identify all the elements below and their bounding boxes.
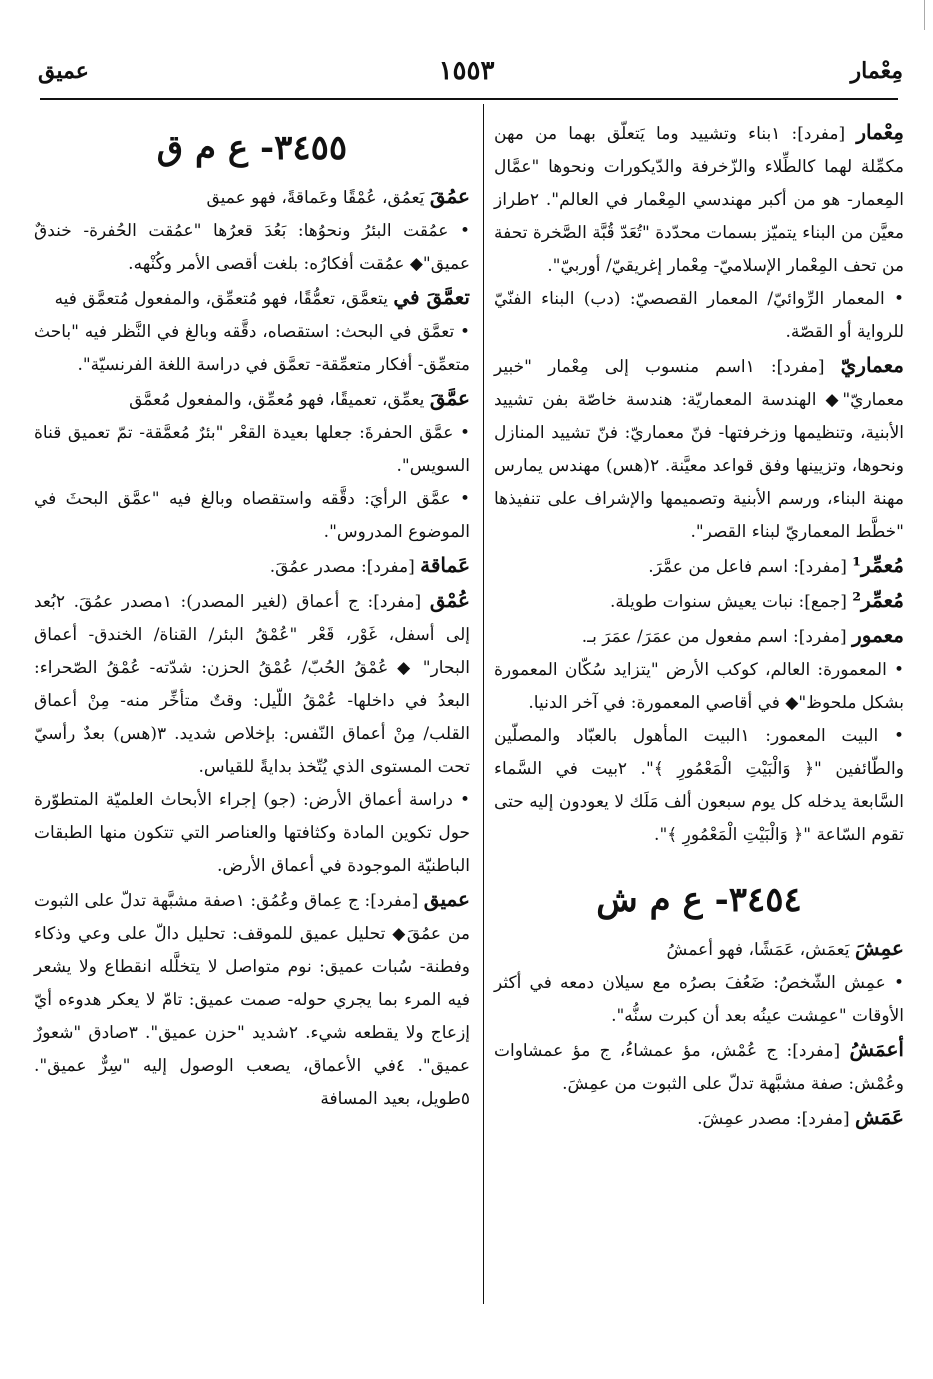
sub-entry: • عمَّق الحفرةَ: جعلها بعيدة القعْر "بئرٌ مُعمَّقة- تمّ تعميق قناة السويس". xyxy=(34,423,470,476)
entry-amiq xyxy=(34,883,470,1116)
definition: يَعمَش، عَمَشًا، فهو أعمشُ xyxy=(666,940,855,960)
sub-entry: • عمُقت البئرُ ونحوُها: بَعُدَ قعرُها "عمُقت الحُفرة- خندقٌ عميق"◆ عمُقت أفكارُه: بلغت أقصى الأمر وكُنْهه. xyxy=(34,221,470,274)
entry-amuqa xyxy=(34,180,470,215)
definition: يَعمُق، عُمْقًا وعَماقةً، فهو عميق xyxy=(206,188,430,208)
definition: [مفرد]: ج عُمْش، مؤ عمشاءُ، ج مؤ عمشاوات وعُمْش: صفة مشبَّهة تدلّ على الثبوت من عمِشَ. xyxy=(494,1041,904,1094)
sub-entry: • البيت المعمور: ١البيت المأهول بالعبّاد والمصلّين والطّائفين "﴿ وَالْبَيْتِ الْمَعْمُورِ ﴾". ٢بيت في السَّماء السَّابعة يدخله كل يوم سبعون ألف مَلَك لا يعودون إليه حتى تقوم السّاعة "﴿ وَالْبَيْتِ الْمَعْمُورِ ﴾". xyxy=(494,726,904,845)
headword: عمِشَ xyxy=(855,936,904,960)
entry-amaqa xyxy=(34,549,470,584)
header-first-word: مِعْمار xyxy=(850,58,903,84)
headword: عميق xyxy=(423,887,470,911)
column-divider xyxy=(483,104,484,1304)
entry-muammir-2 xyxy=(494,584,904,619)
headword: عُمْق xyxy=(429,588,470,612)
entry-muammir-1 xyxy=(494,549,904,584)
definition: يتعمَّق، تعمُّقًا، فهو مُتعمِّق، والمفعول مُتعمَّق فيه xyxy=(54,289,394,309)
sub-entry: • عمِش الشّخصُ: ضَعُفَ بصرُه مع سيلان دمعه في أكثر الأوقات "عمِشت عينُه بعد أن كبرت سنُّه". xyxy=(494,973,904,1026)
header-last-word: عميق xyxy=(38,58,89,84)
definition: [مفرد]: اسم فاعل من عمَّرَ. xyxy=(648,557,853,577)
headword: مُعمِّر¹ xyxy=(852,553,904,577)
sub-entry: • دراسة أعماق الأرض: (جو) إجراء الأبحاث العلميّة المتطوّرة حول تكوين المادة وكثافتها والعناصر التي تتكون منها الطبقات الباطنيّة الموجودة في أعماق الأرض. xyxy=(34,790,470,876)
definition: [مفرد]: ج أعماق (لغير المصدر): ١مصدر عمُقَ. ٢بُعد إلى أسفل، غَوْر، قَعْر "عُمْقُ البئر/ القناة/ الخندق- أعماق البحار" ◆ عُمْقُ الحُبّ/ عُمْقُ الحزن: شدّته- عُمْقُ الصّحراء: البعدُ في داخلها- عُمْقُ اللّيل: وقتٌ متأخِّر منه- مِنْ أعماق القلب/ مِنْ أعماق النّفس: بإخلاص شديد. ٣(هس) بعدٌ رأسيّ تحت المستوى الذي يُتّخذ بدايةً للقياس. xyxy=(34,592,470,777)
entry-mimar xyxy=(494,116,904,283)
sub-entry: • المعمار الرِّوائيّ/ المعمار القصصيّ: (دب) البناء الفنّيّ للرواية أو القصّة. xyxy=(494,289,904,342)
headword: عمَّقَ xyxy=(429,386,470,410)
entry-mamur xyxy=(494,619,904,654)
definition: [مفرد]: ١بناء وتشييد وما يَتعلّق بهما من مهن مكمِّلة لهما كالطِّلاء والزّخرفة والدّيكورات ونحوها "عمَّال المِعمار- هو من أكبر مهندسي المِعْمار في العالم". ٢طراز معيَّن من البناء يتميّز بسمات محدّدة "تُعَدّ قُبَّة الصَّخرة تحفة من تحف المِعْمار الإسلاميّ- مِعْمار إغريقيّ/ أوربيّ". xyxy=(494,124,904,276)
sub-entry: • تعمَّق في البحث: استقصاه، دقَّقه وبالغ في النَّظر فيه "باحث متعمِّق- أفكار متعمِّقة- تعمَّق في دراسة اللغة الفرنسيّة". xyxy=(34,322,470,375)
entry-mimari xyxy=(494,349,904,549)
left-column xyxy=(34,116,470,1116)
definition: [مفرد]: مصدر عمِشَ. xyxy=(697,1109,855,1129)
entry-umq xyxy=(34,584,470,784)
definition: [مفرد]: ١اسم منسوب إلى مِعْمار "خبير معماريّ"◆ الهندسة المعماريّة: هندسة خاصّة بفن تشييد الأبنية، وتنظيمها وزخرفتها- فنّ معماريّ: فنّ تشييد المنازل ونحوها، وتزيينها وفق قواعد معيَّنة. ٢(هس) مهندس يمارس مهنة البناء، ورسم الأبنية وتصميمها والإشراف على تنفيذها "خطَّط المعماريّ لبناء القصر". xyxy=(494,357,904,542)
sub-entry: • عمَّق الرأيَ: دقَّقه واستقصاه وبالغ فيه "عمَّق البحثَ في الموضوع المدروس". xyxy=(34,489,470,542)
headword: أعمَشُ xyxy=(849,1037,904,1061)
sub-entry: • المعمورة: العالم، كوكب الأرض "يتزايد سُكّان المعمورة بشكل ملحوظ"◆ في أقاصي المعمورة: في آخر الدنيا. xyxy=(494,660,904,713)
headword: مُعمِّر² xyxy=(852,588,904,612)
entry-amash-noun xyxy=(494,1101,904,1136)
definition: يعمِّق، تعميقًا، فهو مُعمِّق، والمفعول مُعمَّق xyxy=(129,390,430,410)
root-heading: ٣٤٥٥- ع م ق xyxy=(156,128,348,168)
entry-taammaqa xyxy=(34,281,470,316)
page-edge-mark xyxy=(924,0,933,30)
headword: تعمَّقَ في xyxy=(393,285,470,309)
headword: عَماقة xyxy=(420,553,470,577)
definition: [مفرد]: اسم مفعول من عمَرَ/ عمَرَ بـ. xyxy=(581,627,853,647)
entry-amash-adj xyxy=(494,1033,904,1101)
definition: [مفرد]: ج عِماق وعُمُق: ١صفة مشبَّهة تدلّ على الثبوت من عمُقَ◆ تحليل عميق للموقف: تحليل دالّ على وعي وذكاء وفطنة- سُبات عميق: نوم متواصل لا يتخلَّله انقطاع ولا يشعر فيه المرء بما يجري حوله- صمت عميق: تامّ لا يعكر هدوءه أيّ إزعاج ولا يقطعه شيء. ٢شديد "حزن عميق". ٣صادق "شعورٌ عميق". ٤في الأعماق، يصعب الوصول إليه "سِرٌّ عميق". ٥طويل، بعيد المسافة xyxy=(34,891,471,1109)
page-number: ١٥٥٣ xyxy=(438,56,495,86)
headword: مِعْمار xyxy=(856,120,904,144)
entry-ammaqa xyxy=(34,382,470,417)
definition: [جمع]: نبات يعيش سنوات طويلة. xyxy=(610,592,853,612)
headword: معماريّ xyxy=(840,353,904,377)
headword: عَمَش xyxy=(855,1105,904,1129)
spacer xyxy=(494,852,904,868)
header-rule xyxy=(40,98,898,100)
entry-amisha xyxy=(494,932,904,967)
definition: [مفرد]: مصدر عمُقَ. xyxy=(269,557,421,577)
headword: معمور xyxy=(852,623,904,647)
root-heading: ٣٤٥٤- ع م ش xyxy=(596,880,802,920)
right-column xyxy=(494,116,904,1136)
headword: عمُقَ xyxy=(429,184,470,208)
